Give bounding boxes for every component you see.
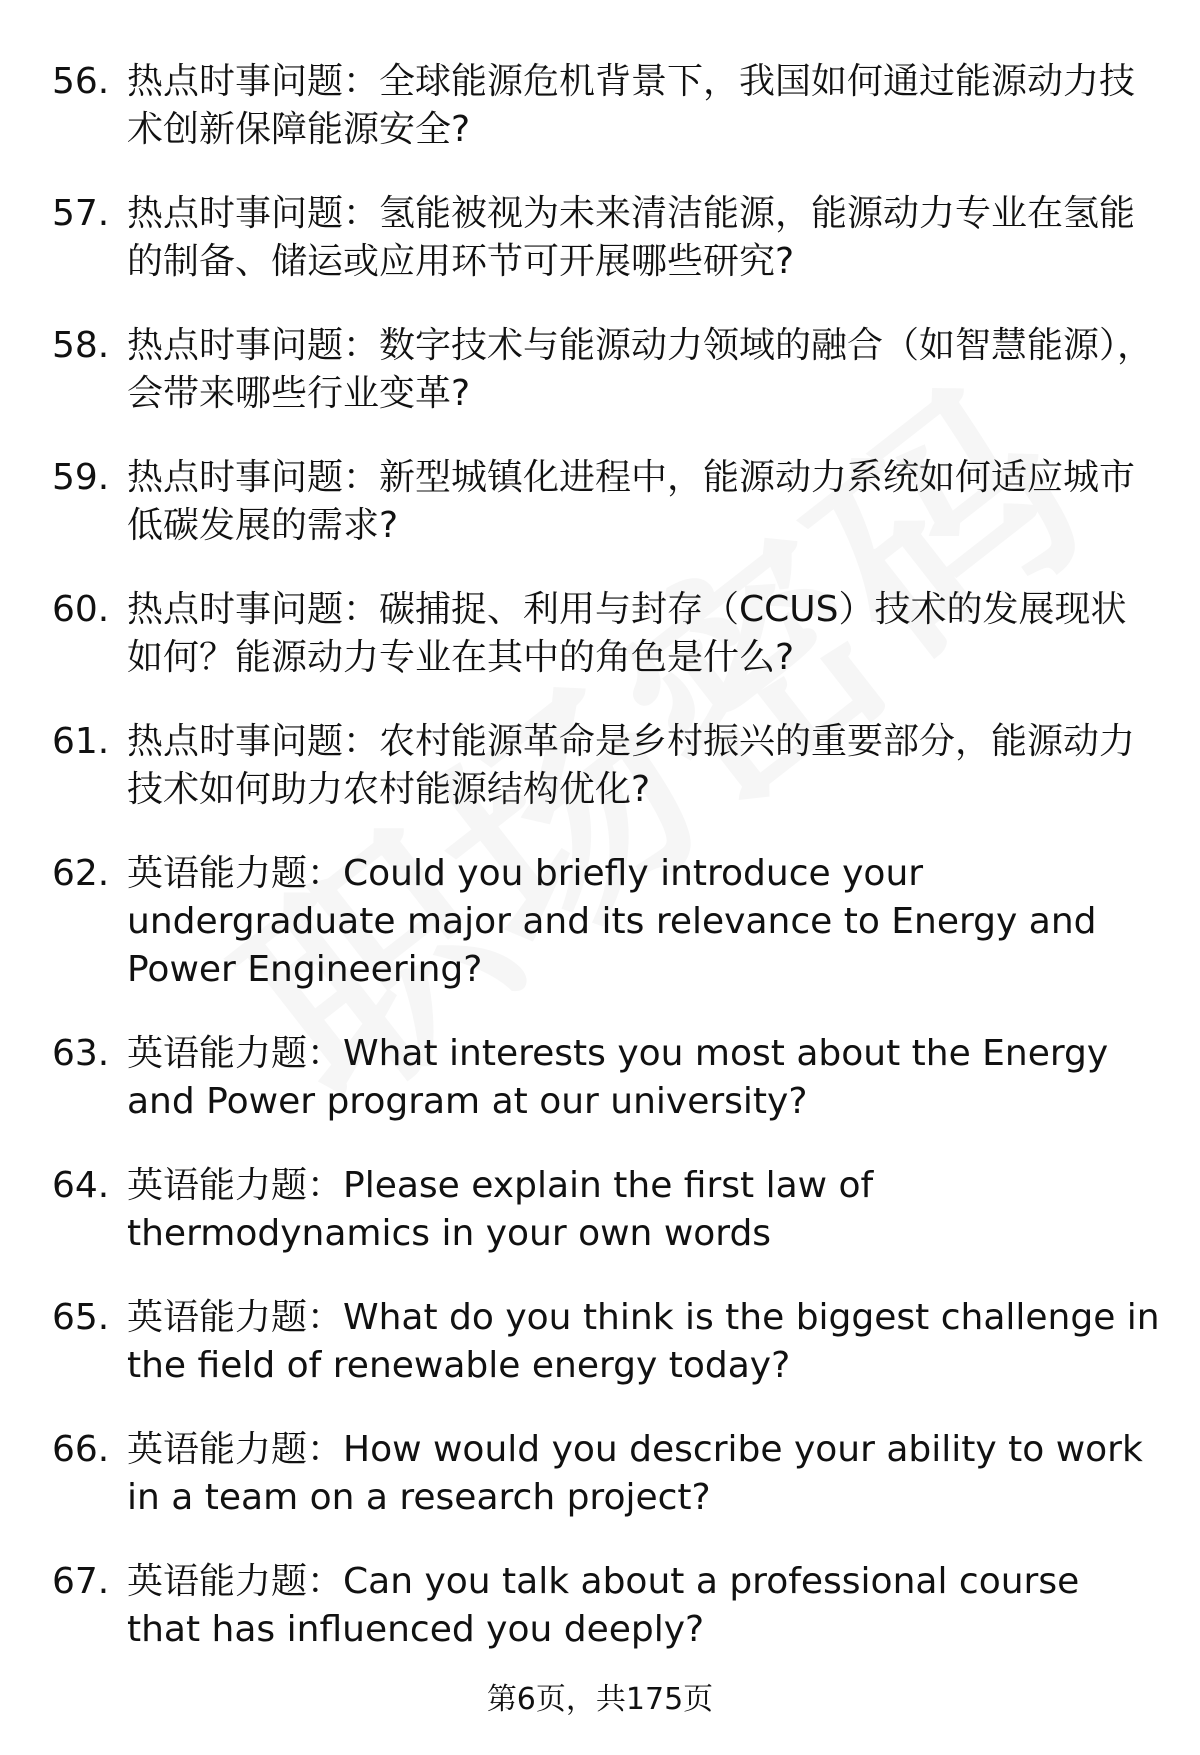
item-number: 56. xyxy=(52,61,110,102)
item-text: 英语能力题：Can you talk about a professional course that has influenced you deeply? xyxy=(127,1561,1080,1650)
item-text: 英语能力题：Please explain the first law of thermodynamics in your own words xyxy=(127,1165,874,1254)
list-item xyxy=(52,190,1160,286)
list-item xyxy=(52,850,1160,994)
item-number: 60. xyxy=(52,589,110,630)
item-text: 英语能力题：How would you describe your ability to work in a team on a research project? xyxy=(127,1429,1143,1518)
item-text: 英语能力题：What interests you most about the Energy and Power program at our university? xyxy=(127,1033,1109,1122)
item-text: 热点时事问题：新型城镇化进程中，能源动力系统如何适应城市低碳发展的需求? xyxy=(127,457,1136,546)
list-item xyxy=(52,1294,1160,1390)
page-footer: 第6页，共175页 xyxy=(486,1682,714,1717)
list-item xyxy=(52,58,1160,154)
item-text: 热点时事问题：氢能被视为未来清洁能源，能源动力专业在氢能的制备、储运或应用环节可开展哪些研究? xyxy=(127,193,1136,282)
item-number: 59. xyxy=(52,457,110,498)
item-text: 热点时事问题：数字技术与能源动力领域的融合（如智慧能源），会带来哪些行业变革? xyxy=(127,325,1154,414)
list-item xyxy=(52,586,1160,682)
item-text: 英语能力题：Could you briefly introduce your undergraduate major and its relevance to Energy and Power Engineering? xyxy=(127,853,1097,990)
list-item xyxy=(52,1030,1160,1126)
list-item xyxy=(52,1558,1160,1654)
item-number: 63. xyxy=(52,1033,110,1074)
list-item xyxy=(52,1162,1160,1258)
item-text: 热点时事问题：碳捕捉、利用与封存（CCUS）技术的发展现状如何？能源动力专业在其中的角色是什么? xyxy=(127,589,1127,678)
item-number: 66. xyxy=(52,1429,110,1470)
item-number: 64. xyxy=(52,1165,110,1206)
question-list xyxy=(52,58,1160,1690)
item-number: 58. xyxy=(52,325,110,366)
item-text: 热点时事问题：全球能源危机背景下，我国如何通过能源动力技术创新保障能源安全? xyxy=(127,61,1136,150)
item-number: 61. xyxy=(52,721,110,762)
item-number: 65. xyxy=(52,1297,110,1338)
item-number: 62. xyxy=(52,853,110,894)
item-number: 67. xyxy=(52,1561,110,1602)
list-item xyxy=(52,454,1160,550)
list-item xyxy=(52,1426,1160,1522)
list-item xyxy=(52,322,1160,418)
item-text: 英语能力题：What do you think is the biggest challenge in the field of renewable energy today? xyxy=(127,1297,1160,1386)
item-text: 热点时事问题：农村能源革命是乡村振兴的重要部分，能源动力技术如何助力农村能源结构优化? xyxy=(127,721,1136,810)
item-number: 57. xyxy=(52,193,110,234)
list-item xyxy=(52,718,1160,814)
